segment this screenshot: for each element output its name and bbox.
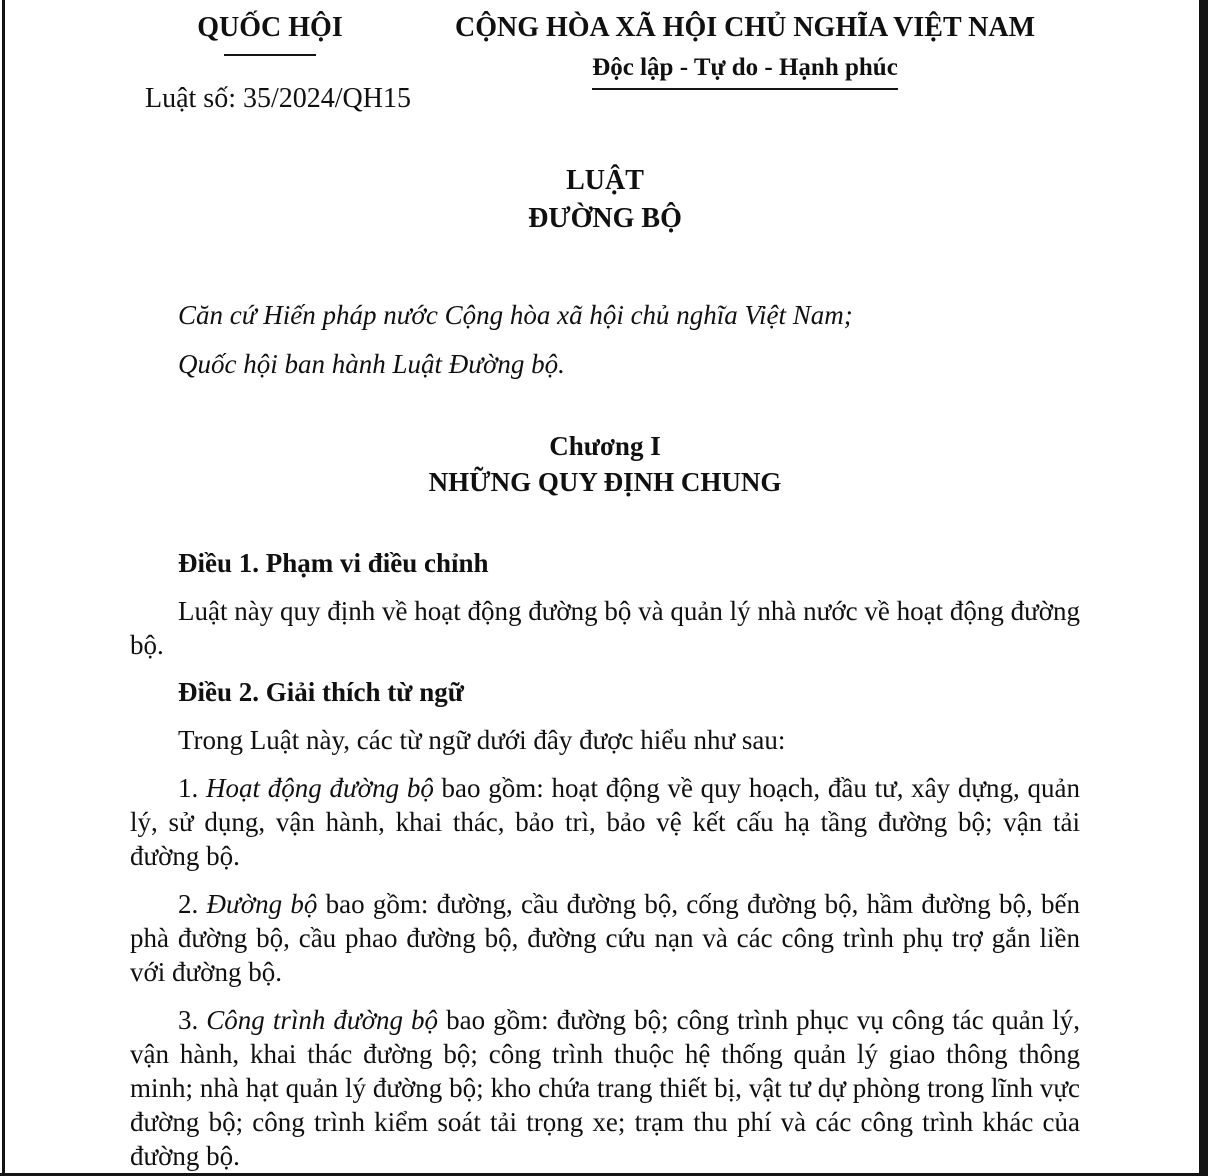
article-heading: Điều 1. Phạm vi điều chỉnh: [178, 548, 489, 578]
chapter-title: NHỮNG QUY ĐỊNH CHUNG: [428, 467, 782, 497]
definition-text: bao gồm: đường bộ; công trình phục vụ công tác quản lý, vận hành, khai thác đường bộ; công trình thuộc hệ thống quản lý giao thông thông minh; nhà hạt quản lý đường bộ; kho chứa trang thiết bị, vật tư dự phòng trong lĩnh vực đường bộ; công trình kiểm soát tải trọng xe; trạm thu phí và các công trình khác của đường bộ.: [130, 1005, 1081, 1171]
definition-term: Đường bộ: [206, 889, 318, 919]
definition-term: Hoạt động đường bộ: [205, 773, 434, 803]
national-header: [130, 12, 1080, 115]
page-border-right: [1199, 0, 1208, 1176]
definition-term: Công trình đường bộ: [206, 1005, 439, 1035]
article-2: [130, 675, 1080, 1173]
document-title: [130, 162, 1080, 238]
definition-item-3: [130, 1003, 1080, 1173]
preamble-line: Quốc hội ban hành Luật Đường bộ.: [178, 349, 565, 379]
header-national-block: [410, 12, 1080, 115]
article-paragraph: Trong Luật này, các từ ngữ dưới đây được hiểu như sau:: [178, 725, 786, 755]
document-title-subject: ĐƯỜNG BỘ: [528, 203, 682, 234]
article-paragraph: Luật này quy định về hoạt động đường bộ và quản lý nhà nước về hoạt động đường bộ.: [130, 596, 1080, 660]
definition-item-2: [130, 887, 1080, 989]
preamble: [130, 298, 1080, 381]
article-1: [130, 546, 1080, 662]
preamble-line: Căn cứ Hiến pháp nước Cộng hòa xã hội chủ nghĩa Việt Nam;: [178, 300, 853, 330]
chapter-label: Chương I: [549, 431, 661, 461]
document-title-kind: LUẬT: [566, 165, 644, 196]
national-title: CỘNG HÒA XÃ HỘI CHỦ NGHĨA VIỆT NAM: [454, 12, 1036, 43]
article-heading: Điều 2. Giải thích từ ngữ: [178, 677, 464, 707]
national-motto: Độc lập - Tự do - Hạnh phúc: [592, 54, 898, 90]
document-content: [130, 0, 1080, 1173]
definition-item-1: [130, 771, 1080, 873]
definition-number: 1.: [178, 773, 206, 803]
definition-text: bao gồm: hoạt động về quy hoạch, đầu tư, xây dựng, quản lý, sử dụng, vận hành, khai thác, bảo trì, bảo vệ kết cấu hạ tầng đường bộ; vận tải đường bộ.: [130, 773, 1080, 871]
definition-number: 2.: [178, 889, 207, 919]
page-border-left: [2, 0, 5, 1176]
law-number: Luật số: 35/2024/QH15: [145, 83, 411, 114]
definition-number: 3.: [178, 1005, 207, 1035]
issuer-underline: [224, 54, 316, 56]
issuer-name: QUỐC HỘI: [197, 12, 343, 43]
header-issuer-block: [130, 12, 410, 115]
definition-text: bao gồm: đường, cầu đường bộ, cống đường bộ, hầm đường bộ, bến phà đường bộ, cầu phao đường bộ, đường cứu nạn và các công trình phụ trợ gắn liền với đường bộ.: [130, 889, 1081, 987]
articles: [130, 546, 1080, 1173]
chapter-heading: [130, 428, 1080, 500]
